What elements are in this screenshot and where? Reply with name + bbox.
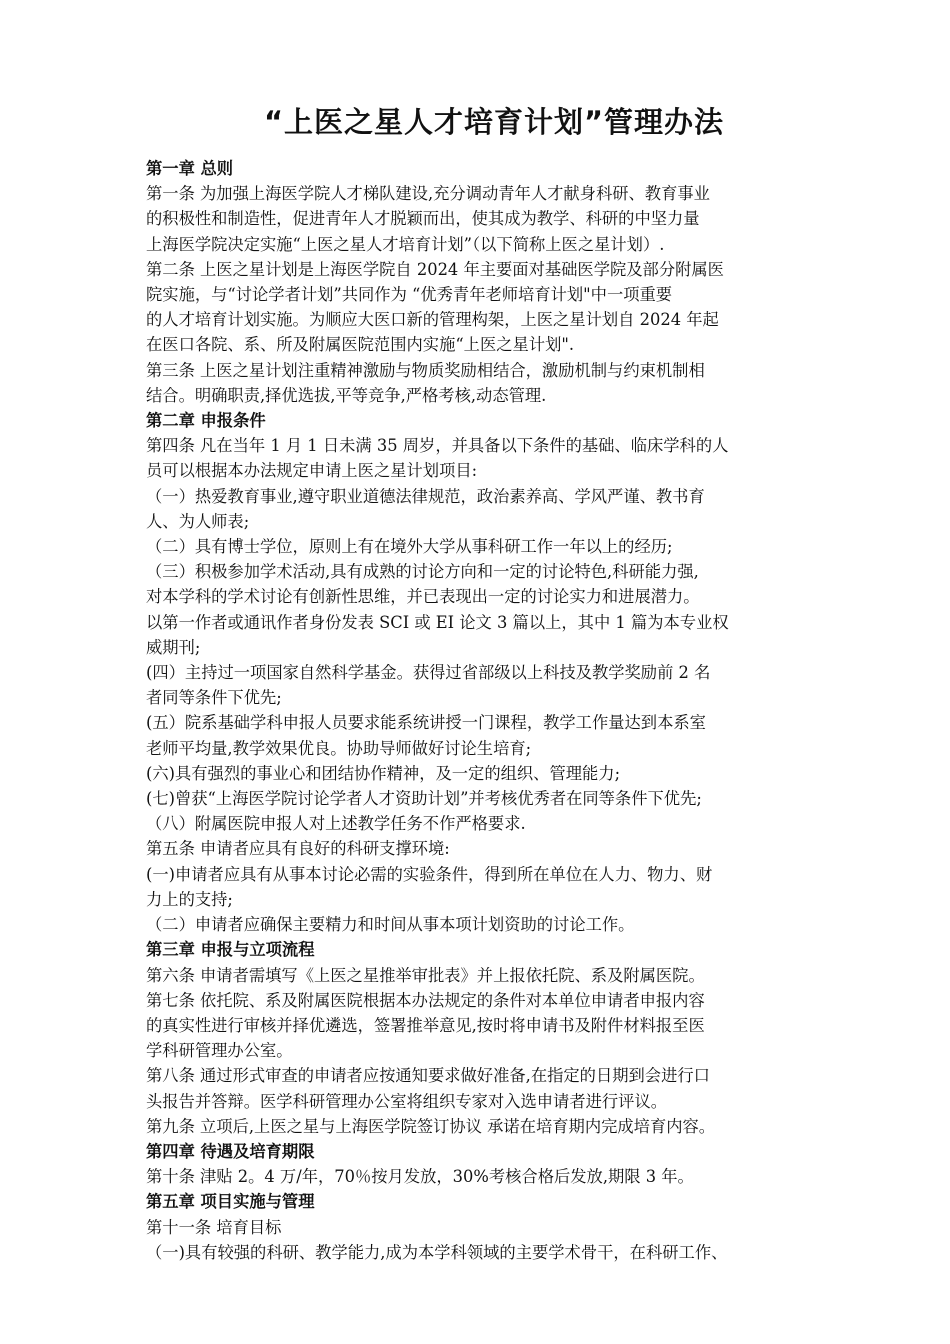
- text-line: 第二条 上医之星计划是上海医学院自 2024 年主要面对基础医学院及部分附属医: [146, 259, 724, 279]
- text-line: (七)曾获“上海医学院讨论学者人才资助计划”并考核优秀者在同等条件下优先;: [146, 789, 702, 809]
- text-line: 的真实性进行审核并择优遴选，签署推举意见,按时将申请书及附件材料报至医: [146, 1015, 705, 1035]
- text-line: 上海医学院决定实施“上医之星人才培育计划”（以下简称上医之星计划）.: [146, 234, 665, 254]
- text-line: 的积极性和制造性，促进青年人才脱颖而出，使其成为教学、科研的中坚力量: [146, 209, 700, 229]
- text-line: 头报告并答辩。医学科研管理办公室将组织专家对入选申请者进行评议。: [146, 1091, 668, 1111]
- text-line: 以第一作者或通讯作者身份发表 SCI 或 EI 论文 3 篇以上，其中 1 篇为本专业权: [146, 612, 729, 632]
- text-line: 力上的支持;: [146, 889, 233, 909]
- text-line: 在医口各院、系、所及附属医院范围内实施“上医之星计划".: [146, 335, 575, 355]
- chapter-heading: 第三章 申报与立项流程: [146, 940, 315, 960]
- text-line: 结合。明确职责,择优选拔,平等竞争,严格考核,动态管理.: [146, 385, 547, 405]
- chapter-heading: 第二章 申报条件: [146, 411, 266, 431]
- text-line: 老师平均量,教学效果优良。协助导师做好讨论生培育;: [146, 738, 532, 758]
- text-line: 第十条 津贴 2。4 万/年，70％按月发放，30%考核合格后发放,期限 3 年。: [146, 1167, 694, 1187]
- text-line: (五）院系基础学科申报人员要求能系统讲授一门课程，教学工作量达到本系室: [146, 713, 706, 733]
- text-line: 威期刊;: [146, 637, 201, 657]
- text-line: 者同等条件下优先;: [146, 688, 282, 708]
- text-line: 第六条 申请者需填写《上医之星推举审批表》并上报依托院、系及附属医院。: [146, 965, 705, 985]
- text-line: 第九条 立项后,上医之星与上海医学院签订协议 承诺在培育期内完成培育内容。: [146, 1116, 716, 1136]
- text-line: （二）具有博士学位，原则上有在境外大学从事科研工作一年以上的经历;: [146, 537, 673, 557]
- text-line: 第七条 依托院、系及附属医院根据本办法规定的条件对本单位申请者申报内容: [146, 990, 705, 1010]
- text-line: （一)具有较强的科研、教学能力,成为本学科领域的主要学术骨干，在科研工作、: [146, 1242, 728, 1262]
- text-line: 员可以根据本办法规定申请上医之星计划项目:: [146, 461, 478, 481]
- text-line: 第一条 为加强上海医学院人才梯队建设,充分调动青年人才献身科研、教育事业: [146, 184, 710, 204]
- text-line: （一）热爱教育事业,遵守职业道德法律规范，政治素养高、学风严谨、教书育: [146, 486, 705, 506]
- text-line: 人、为人师表;: [146, 511, 250, 531]
- text-line: 对本学科的学术讨论有创新性思维，并已表现出一定的讨论实力和进展潜力。: [146, 587, 700, 607]
- text-line: (六)具有强烈的事业心和团结协作精神，及一定的组织、管理能力;: [146, 763, 621, 783]
- text-line: 第四条 凡在当年 1 月 1 日未满 35 周岁，并具备以下条件的基础、临床学科的人: [146, 436, 729, 456]
- text-line: 院实施，与“讨论学者计划”共同作为 “优秀青年老师培育计划"中一项重要: [146, 285, 673, 305]
- document-title: “上医之星人才培育计划”管理办法: [263, 105, 725, 139]
- text-line: 第三条 上医之星计划注重精神激励与物质奖励相结合，激励机制与约束机制相: [146, 360, 705, 380]
- document-body: [146, 156, 822, 1265]
- text-line: （二）申请者应确保主要精力和时间从事本项计划资助的讨论工作。: [146, 915, 635, 935]
- text-line: 学科研管理办公室。: [146, 1041, 293, 1061]
- text-line: （三）积极参加学术活动,具有成熟的讨论方向和一定的讨论特色,科研能力强,: [146, 562, 699, 582]
- text-line: 第五条 申请者应具有良好的科研支撑环境:: [146, 839, 450, 859]
- text-line: 的人才培育计划实施。为顺应大医口新的管理构架，上医之星计划自 2024 年起: [146, 310, 719, 330]
- text-line: (四）主持过一项国家自然科学基金。获得过省部级以上科技及教学奖励前 2 名: [146, 663, 711, 683]
- text-line: （八）附属医院申报人对上述教学任务不作严格要求.: [146, 814, 526, 834]
- chapter-heading: 第四章 待遇及培育期限: [146, 1141, 315, 1161]
- chapter-heading: 第五章 项目实施与管理: [146, 1192, 315, 1212]
- text-line: (一)申请者应具有从事本讨论必需的实验条件，得到所在单位在人力、物力、财: [146, 864, 713, 884]
- document-page: [146, 100, 822, 1265]
- chapter-heading: 第一章 总则: [146, 159, 234, 178]
- text-line: 第八条 通过形式审查的申请者应按通知要求做好准备,在指定的日期到会进行口: [146, 1066, 710, 1086]
- text-line: 第十一条 培育目标: [146, 1217, 282, 1237]
